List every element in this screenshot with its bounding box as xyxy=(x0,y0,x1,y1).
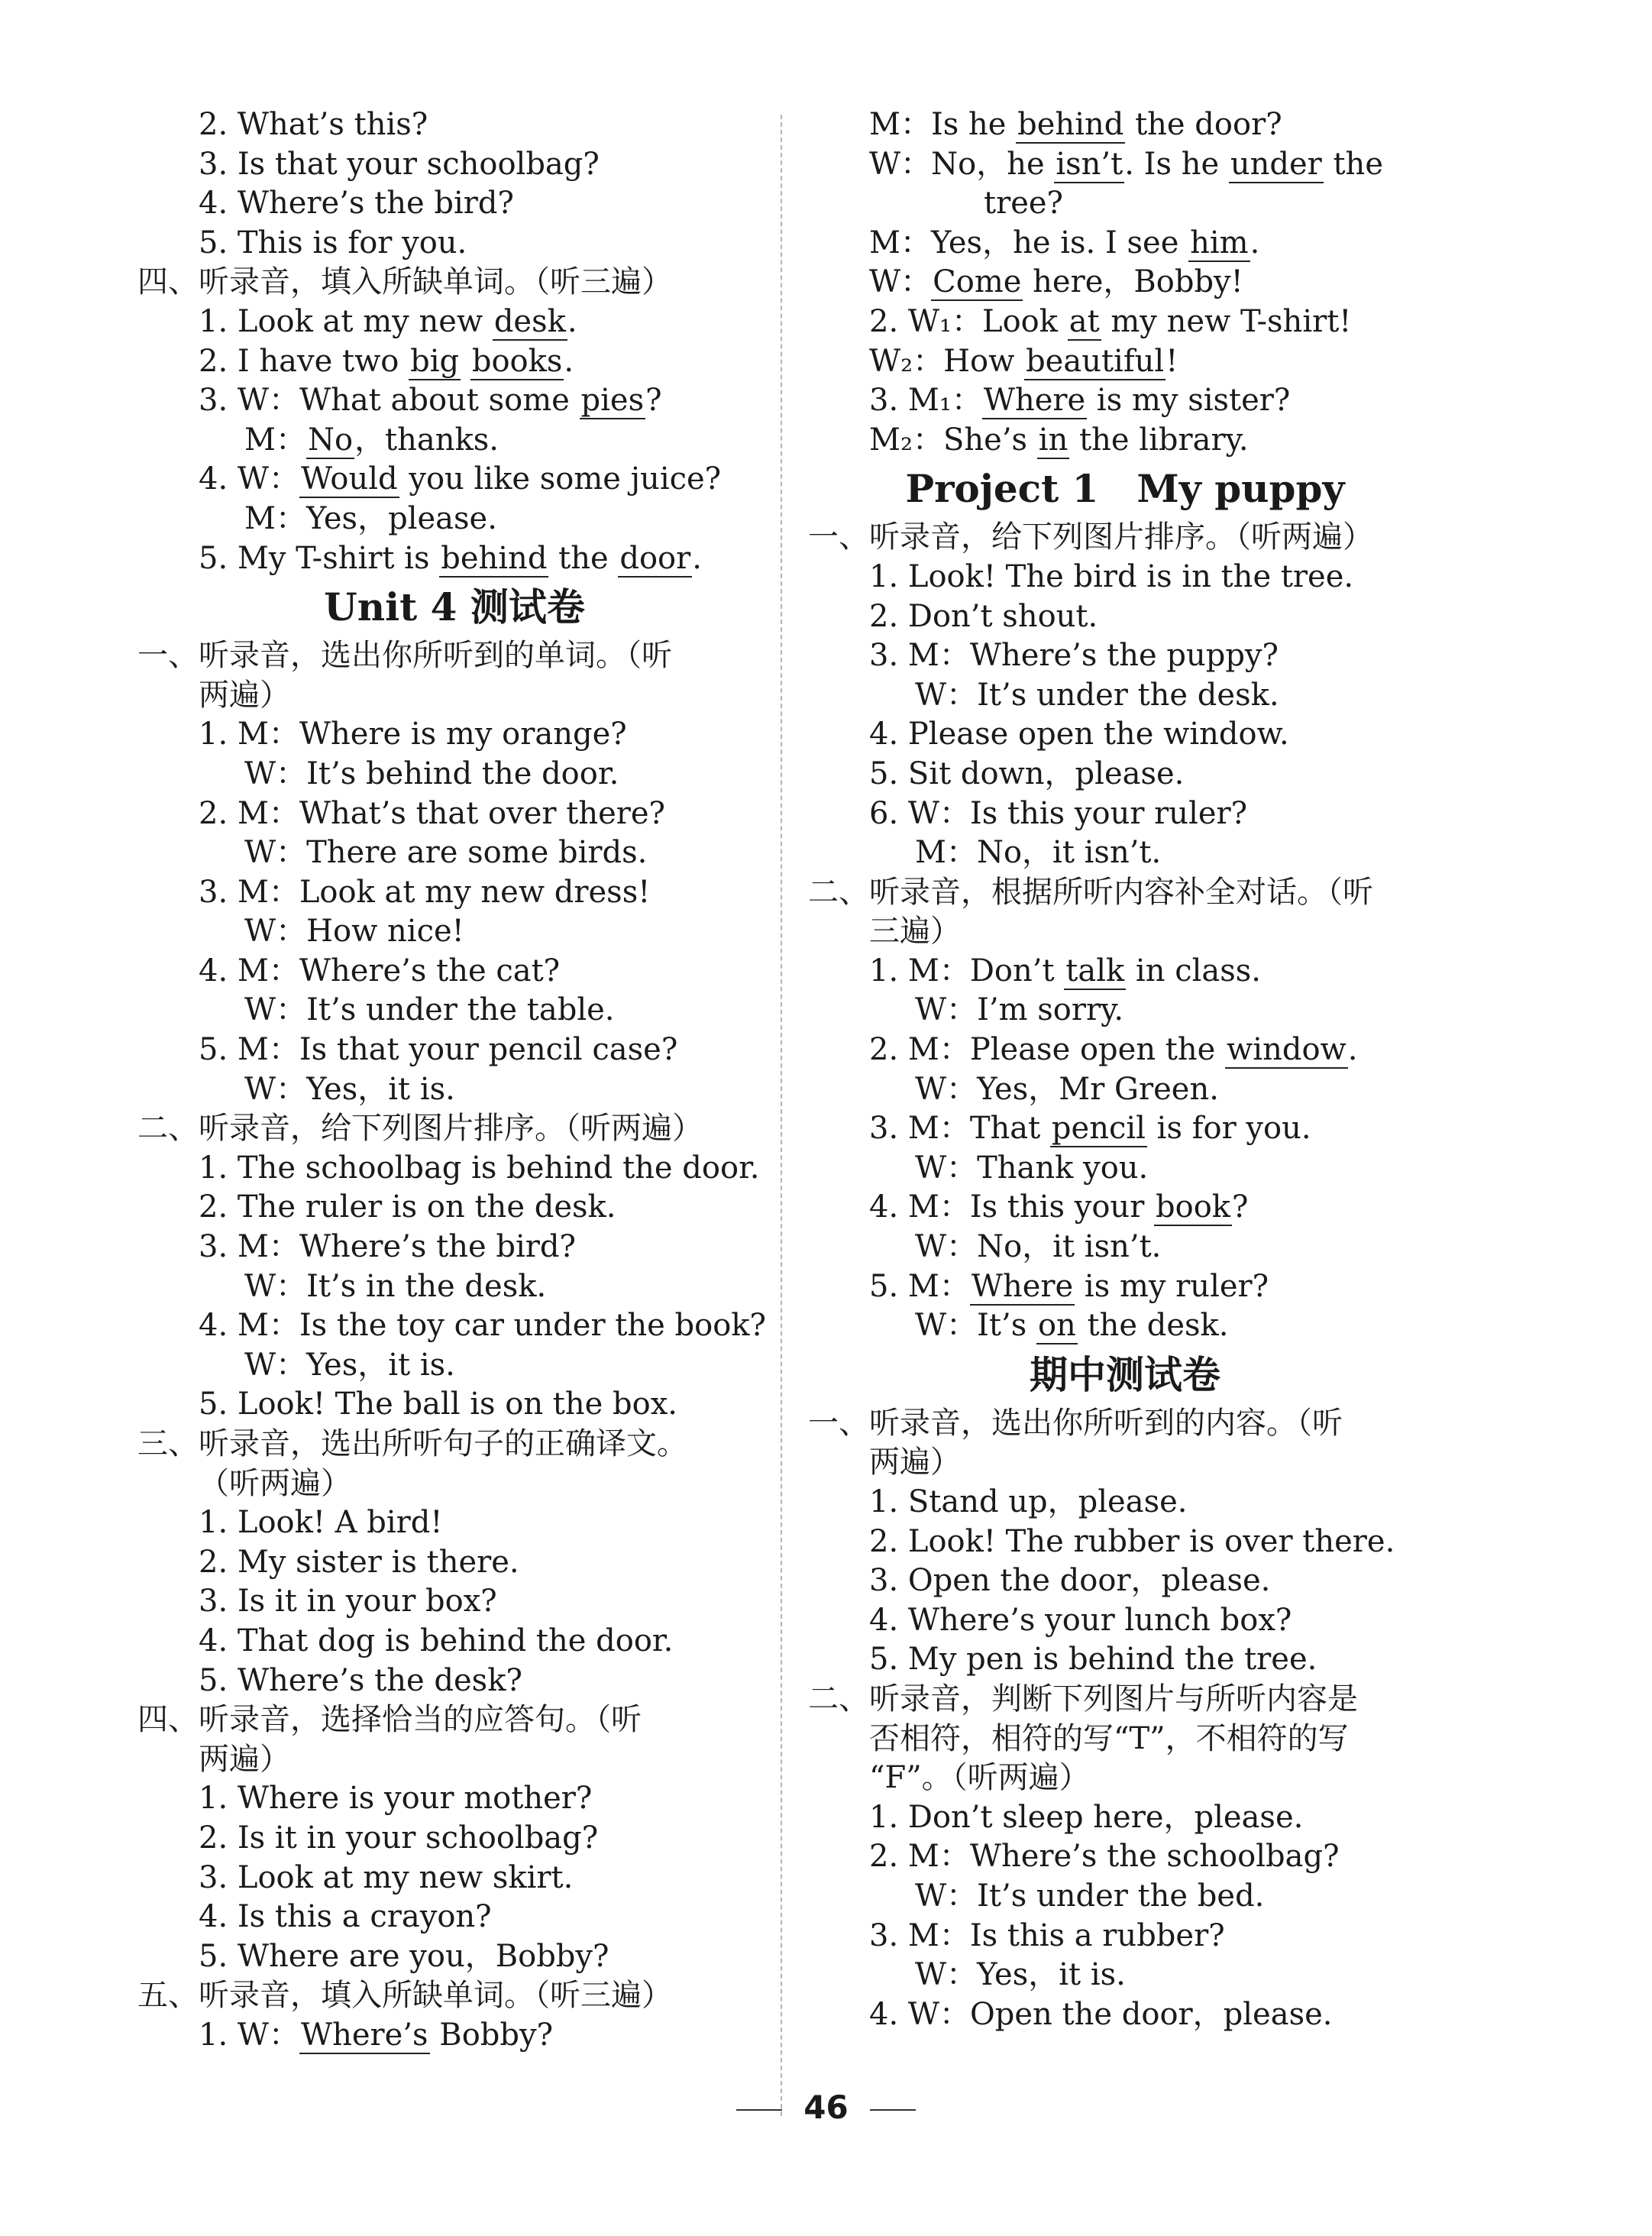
text-segment: ! xyxy=(1165,343,1178,379)
question-heading: 一、听录音，选出你所听到的单词。（听 xyxy=(137,638,672,674)
text-segment: W₂：How xyxy=(869,343,1025,379)
answer-word: books xyxy=(471,343,563,379)
text-segment: . Is he xyxy=(1124,146,1229,182)
text-segment: is my sister? xyxy=(1087,383,1291,419)
question-heading: 一、听录音，选出你所听到的内容。（听 xyxy=(808,1405,1343,1441)
text-segment: the xyxy=(548,540,619,576)
text-line: 3. Is that your schoolbag? xyxy=(199,146,600,182)
answer-word: window xyxy=(1227,1032,1346,1068)
text-line: 3. M：Is this a rubber? xyxy=(869,1917,1225,1953)
text-segment: you like some juice? xyxy=(399,461,722,497)
text-line: W：It’s behind the door. xyxy=(244,756,619,791)
text-line: 2. Is it in your schoolbag? xyxy=(199,1820,599,1856)
text-line: 1. Where is your mother? xyxy=(199,1781,593,1817)
section-title: Unit 4 测试卷 xyxy=(324,584,585,630)
text-line: 5. M：Is that your pencil case? xyxy=(199,1032,678,1068)
answer-word: in xyxy=(1038,422,1068,458)
text-segment: 4. M：Is this your xyxy=(869,1189,1155,1225)
text-line: 两遍） xyxy=(869,1445,961,1480)
text-segment: 1. W： xyxy=(199,2017,299,2053)
text-line xyxy=(808,145,1442,185)
text-line: W：It’s under the table. xyxy=(244,992,615,1028)
text-line: 3. M：Look at my new dress! xyxy=(199,874,651,910)
text-line: 1. The schoolbag is behind the door. xyxy=(199,1150,760,1186)
text-segment: is for you. xyxy=(1146,1111,1311,1147)
text-line xyxy=(808,952,1442,992)
text-line: W：There are some birds. xyxy=(244,835,648,871)
text-line xyxy=(137,421,771,461)
text-line: tree? xyxy=(984,186,1063,222)
text-line: W：Yes，it is. xyxy=(244,1071,455,1107)
answer-word: No xyxy=(307,422,354,458)
left-column xyxy=(137,105,771,2056)
text-line xyxy=(137,539,771,579)
question-heading: 四、听录音，选择恰当的应答句。（听 xyxy=(137,1702,642,1738)
text-line: 4. Where’s your lunch box? xyxy=(869,1602,1292,1638)
answer-word: Would xyxy=(301,461,398,497)
text-line: 5. My pen is behind the tree. xyxy=(869,1642,1317,1678)
text-line: “F”。（听两遍） xyxy=(869,1760,1090,1796)
text-line: 否相符，相符的写“T”，不相符的写 xyxy=(869,1720,1349,1756)
text-segment: the library. xyxy=(1069,422,1249,458)
text-line: W：How nice! xyxy=(244,914,464,950)
text-segment: . xyxy=(1250,225,1260,260)
text-segment: in class. xyxy=(1126,953,1262,989)
text-line xyxy=(808,381,1442,421)
column-divider xyxy=(781,115,782,2116)
text-segment: Bobby? xyxy=(429,2017,554,2053)
text-segment: . xyxy=(564,343,574,379)
text-line xyxy=(137,303,771,342)
text-segment: 2. W₁：Look xyxy=(869,303,1068,339)
text-segment: 3. M₁： xyxy=(869,383,982,419)
text-line: 2. My sister is there. xyxy=(199,1544,519,1580)
text-line: W：Yes，it is. xyxy=(915,1957,1126,1993)
text-line: 4. Where’s the bird? xyxy=(199,186,514,222)
text-segment: the desk. xyxy=(1077,1308,1229,1344)
text-line xyxy=(808,224,1442,264)
text-line: 两遍） xyxy=(199,677,290,713)
text-line: 1. Don’t sleep here，please. xyxy=(869,1799,1304,1835)
text-line xyxy=(808,303,1442,342)
text-line: 4. That dog is behind the door. xyxy=(199,1623,674,1658)
text-line: W：No，it isn’t. xyxy=(915,1229,1162,1265)
text-segment: the xyxy=(1323,146,1383,182)
answer-word: on xyxy=(1037,1308,1076,1344)
text-segment: W：No，he xyxy=(869,146,1055,182)
text-segment: M： xyxy=(244,422,306,458)
text-line: 三遍） xyxy=(869,914,961,950)
text-line: 6. W：Is this your ruler? xyxy=(869,795,1248,831)
question-heading: 五、听录音，填入所缺单词。（听三遍） xyxy=(137,1978,672,2014)
text-line xyxy=(137,381,771,421)
text-line xyxy=(808,263,1442,303)
text-segment: the door? xyxy=(1125,107,1282,142)
answer-word: Where’s xyxy=(301,2017,428,2053)
text-segment: . xyxy=(567,303,577,339)
text-segment: W： xyxy=(869,264,932,300)
right-column xyxy=(808,105,1442,2034)
question-heading: 二、听录音，根据所听内容补全对话。（听 xyxy=(808,874,1373,910)
text-line: 4. M：Where’s the cat? xyxy=(199,953,561,989)
text-line: M：No，it isn’t. xyxy=(915,835,1162,871)
text-segment: M：Yes，he is. I see xyxy=(869,225,1189,260)
text-segment: M：Is he xyxy=(869,107,1017,142)
answer-word: under xyxy=(1230,146,1322,182)
text-segment: ，thanks. xyxy=(354,422,499,458)
answer-word: him xyxy=(1190,225,1249,260)
answer-word: desk xyxy=(493,303,566,339)
question-heading: 一、听录音，给下列图片排序。（听两遍） xyxy=(808,519,1373,555)
text-line: 1. Stand up，please. xyxy=(869,1484,1188,1519)
answer-word: beautiful xyxy=(1026,343,1165,379)
text-line: W：It’s under the desk. xyxy=(915,677,1279,713)
answer-word: Where xyxy=(971,1268,1074,1304)
text-segment: 4. W： xyxy=(199,461,299,497)
answer-word: talk xyxy=(1065,953,1125,989)
answer-word: Where xyxy=(983,383,1086,419)
text-line: 4. Is this a crayon? xyxy=(199,1899,492,1935)
text-line xyxy=(808,1188,1442,1228)
text-line: 3. Open the door，please. xyxy=(869,1563,1271,1599)
answer-word: behind xyxy=(1017,107,1124,142)
text-line: 2. M：What’s that over there? xyxy=(199,795,665,831)
text-segment: 3. M：That xyxy=(869,1111,1050,1147)
text-line: 3. Is it in your box? xyxy=(199,1584,497,1620)
answer-word: isn’t xyxy=(1056,146,1123,182)
text-line xyxy=(137,342,771,382)
text-line: 4. W：Open the door，please. xyxy=(869,1996,1333,2032)
text-segment: 2. I have two xyxy=(199,343,409,379)
text-line: 1. Look! The bird is in the tree. xyxy=(869,558,1354,594)
text-segment: my new T-shirt! xyxy=(1101,303,1352,339)
text-segment: is my ruler? xyxy=(1075,1268,1269,1304)
text-line xyxy=(808,1267,1442,1307)
text-line: 3. Look at my new skirt. xyxy=(199,1859,574,1895)
answer-word: big xyxy=(410,343,460,379)
text-line xyxy=(137,460,771,500)
answer-word: pies xyxy=(580,383,645,419)
text-line xyxy=(808,421,1442,461)
text-line: 1. M：Where is my orange? xyxy=(199,717,627,752)
text-line: 两遍） xyxy=(199,1741,290,1777)
text-line xyxy=(808,342,1442,382)
text-line: 3. M：Where’s the puppy? xyxy=(869,638,1279,674)
text-segment: 3. W：What about some xyxy=(199,383,580,419)
text-line: W：Yes，it is. xyxy=(244,1347,455,1383)
text-line: W：Yes，Mr Green. xyxy=(915,1071,1219,1107)
text-segment: 1. M：Don’t xyxy=(869,953,1065,989)
text-line: M：Yes，please. xyxy=(244,500,497,536)
section-title: 期中测试卷 xyxy=(1030,1351,1220,1397)
text-segment xyxy=(461,344,470,379)
section-title: Project 1 My puppy xyxy=(905,466,1345,512)
text-line xyxy=(808,1109,1442,1149)
text-line: 5. Where are you，Bobby? xyxy=(199,1938,609,1974)
text-line xyxy=(808,1031,1442,1070)
text-line: 5. This is for you. xyxy=(199,225,467,260)
page-number: 46 xyxy=(803,2089,849,2126)
text-line: W：It’s in the desk. xyxy=(244,1268,547,1304)
text-line: 4. M：Is the toy car under the book? xyxy=(199,1308,766,1344)
text-line xyxy=(137,2016,771,2056)
question-heading: 二、听录音，给下列图片排序。（听两遍） xyxy=(137,1111,703,1147)
text-line: 1. Look! A bird! xyxy=(199,1505,443,1541)
text-line xyxy=(808,105,1442,145)
text-line: W：It’s under the bed. xyxy=(915,1878,1265,1914)
text-segment: W：It’s xyxy=(915,1308,1036,1344)
answer-word: pencil xyxy=(1051,1111,1146,1147)
question-heading: 三、听录音，选出所听句子的正确译文。 xyxy=(137,1426,687,1461)
footer-dash-left xyxy=(736,2109,782,2111)
footer-dash-right xyxy=(870,2109,916,2111)
text-segment: . xyxy=(692,540,702,576)
text-line: 5. Sit down，please. xyxy=(869,756,1185,791)
text-line: 4. Please open the window. xyxy=(869,717,1289,752)
text-segment: . xyxy=(1347,1032,1358,1068)
text-line: （听两遍） xyxy=(199,1465,351,1501)
text-line: 2. M：Where’s the schoolbag? xyxy=(869,1839,1340,1875)
text-line: 5. Look! The ball is on the box. xyxy=(199,1387,677,1422)
text-line: W：I’m sorry. xyxy=(915,992,1124,1028)
text-line: W：Thank you. xyxy=(915,1150,1149,1186)
answer-word: at xyxy=(1068,303,1100,339)
text-segment: ? xyxy=(1232,1189,1249,1225)
text-segment: M₂：She’s xyxy=(869,422,1037,458)
question-heading: 二、听录音，判断下列图片与所听内容是 xyxy=(808,1681,1358,1717)
text-line: 2. Look! The rubber is over there. xyxy=(869,1523,1395,1559)
text-segment: 5. My T-shirt is xyxy=(199,540,440,576)
answer-word: door xyxy=(619,540,691,576)
question-heading: 四、听录音，填入所缺单词。（听三遍） xyxy=(137,264,672,300)
answer-word: behind xyxy=(441,540,548,576)
text-line: 5. Where’s the desk? xyxy=(199,1662,522,1698)
text-line: 2. Don’t shout. xyxy=(869,598,1098,634)
text-line: 3. M：Where’s the bird? xyxy=(199,1229,576,1265)
text-line xyxy=(808,1306,1442,1346)
answer-word: Come xyxy=(933,264,1022,300)
text-segment: here，Bobby! xyxy=(1023,264,1243,300)
text-segment: 5. M： xyxy=(869,1268,970,1304)
page-footer xyxy=(0,2089,1652,2126)
text-segment: 1. Look at my new xyxy=(199,303,493,339)
text-segment: ? xyxy=(645,383,662,419)
answer-word: book xyxy=(1156,1189,1231,1225)
text-line: 2. The ruler is on the desk. xyxy=(199,1189,616,1225)
text-line: 2. What’s this? xyxy=(199,107,428,142)
text-segment: 2. M：Please open the xyxy=(869,1032,1226,1068)
